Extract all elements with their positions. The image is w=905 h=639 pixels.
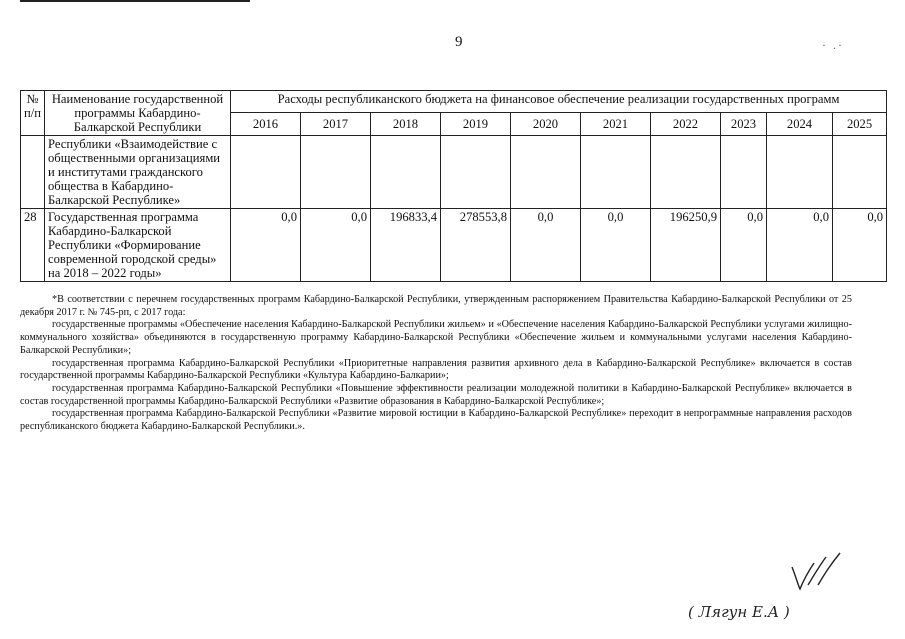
value-cell xyxy=(441,136,511,209)
year-header: 2024 xyxy=(767,113,833,136)
page-number: 9 xyxy=(455,34,463,50)
signature xyxy=(680,545,860,630)
signature-scribble xyxy=(792,553,840,589)
year-header: 2021 xyxy=(581,113,651,136)
year-header: 2020 xyxy=(511,113,581,136)
value-cell xyxy=(767,136,833,209)
value-cell: 196250,9 xyxy=(651,209,721,282)
year-header: 2023 xyxy=(721,113,767,136)
value-cell xyxy=(371,136,441,209)
value-cell xyxy=(651,136,721,209)
table-row xyxy=(21,136,887,209)
value-cell: 196833,4 xyxy=(371,209,441,282)
value-cell xyxy=(231,136,301,209)
signature-text: ( Лягун Е.А ) xyxy=(688,603,790,621)
footnote-paragraph: государственные программы «Обеспечение населения Кабардино-Балкарской Республики жильем» и «Обеспечение населения Кабардино-Балкарской Республики услугами жилищно-коммунального хозяйства» объединяются в государственную программу Кабардино-Балкарской Республики «Обеспечение жильем и коммунальными услугами населения Кабардино-Балкарской Республики»; xyxy=(20,319,852,356)
header-program-name: Наименование государственной программы Кабардино-Балкарской Республики xyxy=(45,91,231,136)
footnote xyxy=(20,294,852,434)
value-cell: 0,0 xyxy=(721,209,767,282)
year-header: 2018 xyxy=(371,113,441,136)
year-header: 2022 xyxy=(651,113,721,136)
program-name: Государственная программа Кабардино-Балкарской Республики «Формирование современной городской среды» на 2018 – 2022 годы» xyxy=(45,209,231,282)
year-header: 2017 xyxy=(301,113,371,136)
value-cell xyxy=(581,136,651,209)
corner-marks: · .· xyxy=(822,38,844,52)
table-header-row xyxy=(21,91,887,113)
value-cell xyxy=(511,136,581,209)
value-cell: 0,0 xyxy=(581,209,651,282)
value-cell: 0,0 xyxy=(231,209,301,282)
value-cell: 0,0 xyxy=(833,209,887,282)
footnote-paragraph: *В соответствии с перечнем государственных программ Кабардино-Балкарской Республики, утвержденным распоряжением Правительства Кабардино-Балкарской Республики от 25 декабря 2017 г. № 745-рп, с 2017 года: xyxy=(20,294,852,318)
year-header: 2016 xyxy=(231,113,301,136)
value-cell xyxy=(721,136,767,209)
header-number: № п/п xyxy=(21,91,45,136)
header-expenses: Расходы республиканского бюджета на финансовое обеспечение реализации государственных программ xyxy=(231,91,887,113)
table-row xyxy=(21,209,887,282)
row-number: 28 xyxy=(21,209,45,282)
value-cell xyxy=(833,136,887,209)
year-header: 2025 xyxy=(833,113,887,136)
value-cell: 0,0 xyxy=(301,209,371,282)
footnote-paragraph: государственная программа Кабардино-Балкарской Республики «Приоритетные направления развития архивного дела в Кабардино-Балкарской Республике» включается в состав государственной программы Кабардино-Балкарской Республики «Культура Кабардино-Балкарии»; xyxy=(20,357,852,382)
value-cell: 0,0 xyxy=(767,209,833,282)
budget-table xyxy=(20,90,887,282)
year-header: 2019 xyxy=(441,113,511,136)
footnote-paragraph: государственная программа Кабардино-Балкарской Республики «Повышение эффективности реализации молодежной политики в Кабардино-Балкарской Республике» включается в состав государственной программы Кабардино-Балкарской Республики «Развитие образования в Кабардино-Балкарской Республике»; xyxy=(20,382,852,407)
value-cell: 0,0 xyxy=(511,209,581,282)
top-rule xyxy=(20,0,250,2)
footnote-paragraph: государственная программа Кабардино-Балкарской Республики «Развитие мировой юстиции в Кабардино-Балкарской Республике» переходит в непрограммные направления расходов республиканского бюджета Кабардино-Балкарской Республики.». xyxy=(20,408,852,433)
value-cell: 278553,8 xyxy=(441,209,511,282)
value-cell xyxy=(301,136,371,209)
program-name: Республики «Взаимодействие с общественными организациями и институтами гражданского общества в Кабардино-Балкарской Республике» xyxy=(45,136,231,209)
row-number xyxy=(21,136,45,209)
